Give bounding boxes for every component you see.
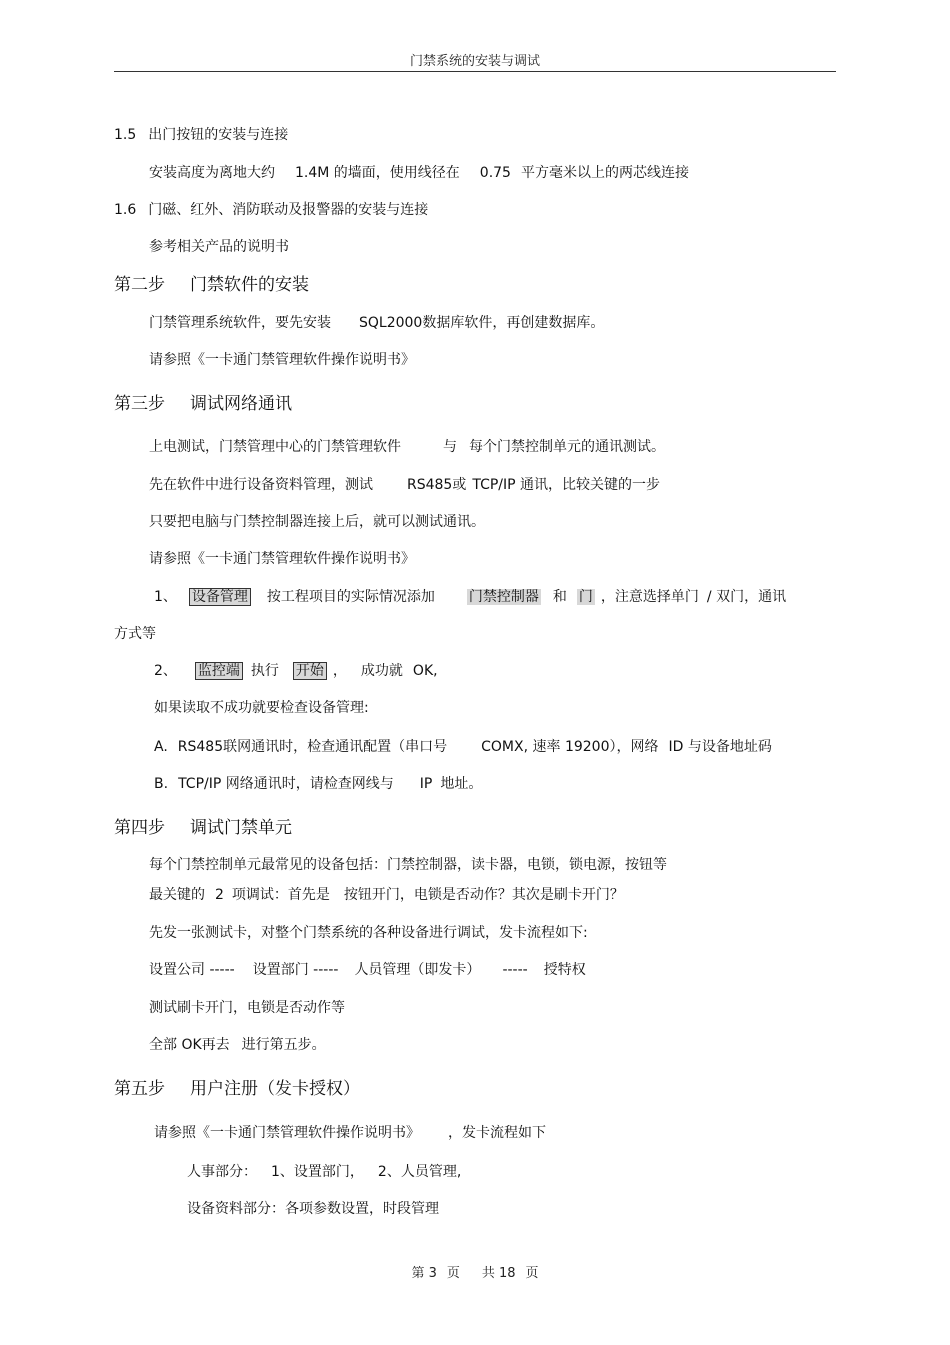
step-3-heading: 第三步 调试网络通讯 (114, 394, 292, 414)
step-2-heading: 第二步 门禁软件的安装 (114, 275, 309, 295)
step-3-item-2: 2、 监控端 执行 开始 ， 成功就 OK, (154, 663, 438, 679)
step-5-line-1: 请参照《一卡通门禁管理软件操作说明书》 ，发卡流程如下 (154, 1125, 546, 1141)
step-4-line-4: 设置公司 ----- 设置部门 ----- 人员管理（即发卡） ----- 授特权 (149, 962, 586, 978)
step-3-line-2: 先在软件中进行设备资料管理，测试 RS485或 TCP/IP 通讯，比较关键的一步 (149, 477, 661, 493)
page-number: 第 3 (411, 1266, 437, 1281)
section-1-6-heading (114, 201, 428, 219)
step-3-line-3: 只要把电脑与门禁控制器连接上后，就可以测试通讯。 (149, 514, 485, 530)
header-rule (114, 71, 836, 72)
step-5-line-2: 人事部分： 1、设置部门， 2、人员管理, (187, 1164, 462, 1180)
section-title: 出门按钮的安装与连接 (148, 127, 289, 143)
page-total: 共 18 (481, 1266, 516, 1281)
step-4-heading: 第四步 调试门禁单元 (114, 818, 292, 838)
door-controller-label: 门禁控制器 (468, 589, 539, 605)
step-3-line-5: 如果读取不成功就要检查设备管理: (154, 700, 369, 716)
section-number: 1.5 (114, 127, 137, 143)
step-3-item-1: 1、 设备管理 按工程项目的实际情况添加 门禁控制器 和 门 ，注意选择单门 / 双门，通讯 (154, 589, 787, 605)
device-management-label: 设备管理 (189, 588, 251, 606)
step-4-line-3: 先发一张测试卡，对整个门禁系统的各种设备进行调试，发卡流程如下: (149, 925, 588, 941)
step-3-line-4: 请参照《一卡通门禁管理软件操作说明书》 (149, 551, 415, 567)
step-2-line-1: 门禁管理系统软件，要先安装 SQL2000数据库软件，再创建数据库。 (149, 315, 605, 331)
section-1-6-body: 参考相关产品的说明书 (149, 239, 289, 255)
step-3-line-1: 上电测试，门禁管理中心的门禁管理软件 与 每个门禁控制单元的通讯测试。 (149, 439, 665, 455)
step-2-line-2: 请参照《一卡通门禁管理软件操作说明书》 (149, 352, 415, 368)
step-4-line-1: 每个门禁控制单元最常见的设备包括：门禁控制器，读卡器，电锁，锁电源，按钮等 (149, 857, 667, 873)
monitor-terminal-label: 监控端 (195, 662, 243, 680)
page-footer: 第 3 页 共 18 页 (411, 1266, 539, 1281)
section-number: 1.6 (114, 202, 137, 218)
step-4-line-2: 最关键的 2 项调试：首先是 按钮开门，电锁是否动作？其次是刷卡开门？ (149, 887, 624, 903)
step-4-line-6: 全部 OK再去 进行第五步。 (149, 1037, 326, 1053)
section-1-5-body: 安装高度为离地大约 1.4M 的墙面，使用线径在 0.75 平方毫米以上的两芯线连接 (149, 165, 689, 181)
step-3-item-a: A. RS485联网通讯时，检查通讯配置（串口号 COMX, 速率 19200），网络 ID 与设备地址码 (154, 739, 772, 755)
step-5-line-3: 设备资料部分：各项参数设置，时段管理 (187, 1201, 439, 1217)
section-1-5-heading (114, 126, 288, 144)
section-title: 门磁、红外、消防联动及报警器的安装与连接 (148, 202, 429, 218)
step-5-heading: 第五步 用户注册（发卡授权） (114, 1079, 360, 1099)
step-3-item-1-continued: 方式等 (114, 626, 156, 642)
start-label: 开始 (293, 662, 327, 680)
step-3-item-b: B. TCP/IP 网络通讯时，请检查网线与 IP 地址。 (154, 776, 483, 792)
door-label: 门 (578, 589, 593, 605)
page-header-title: 门禁系统的安装与调试 (409, 54, 540, 69)
step-4-line-5: 测试刷卡开门，电锁是否动作等 (149, 1000, 345, 1016)
